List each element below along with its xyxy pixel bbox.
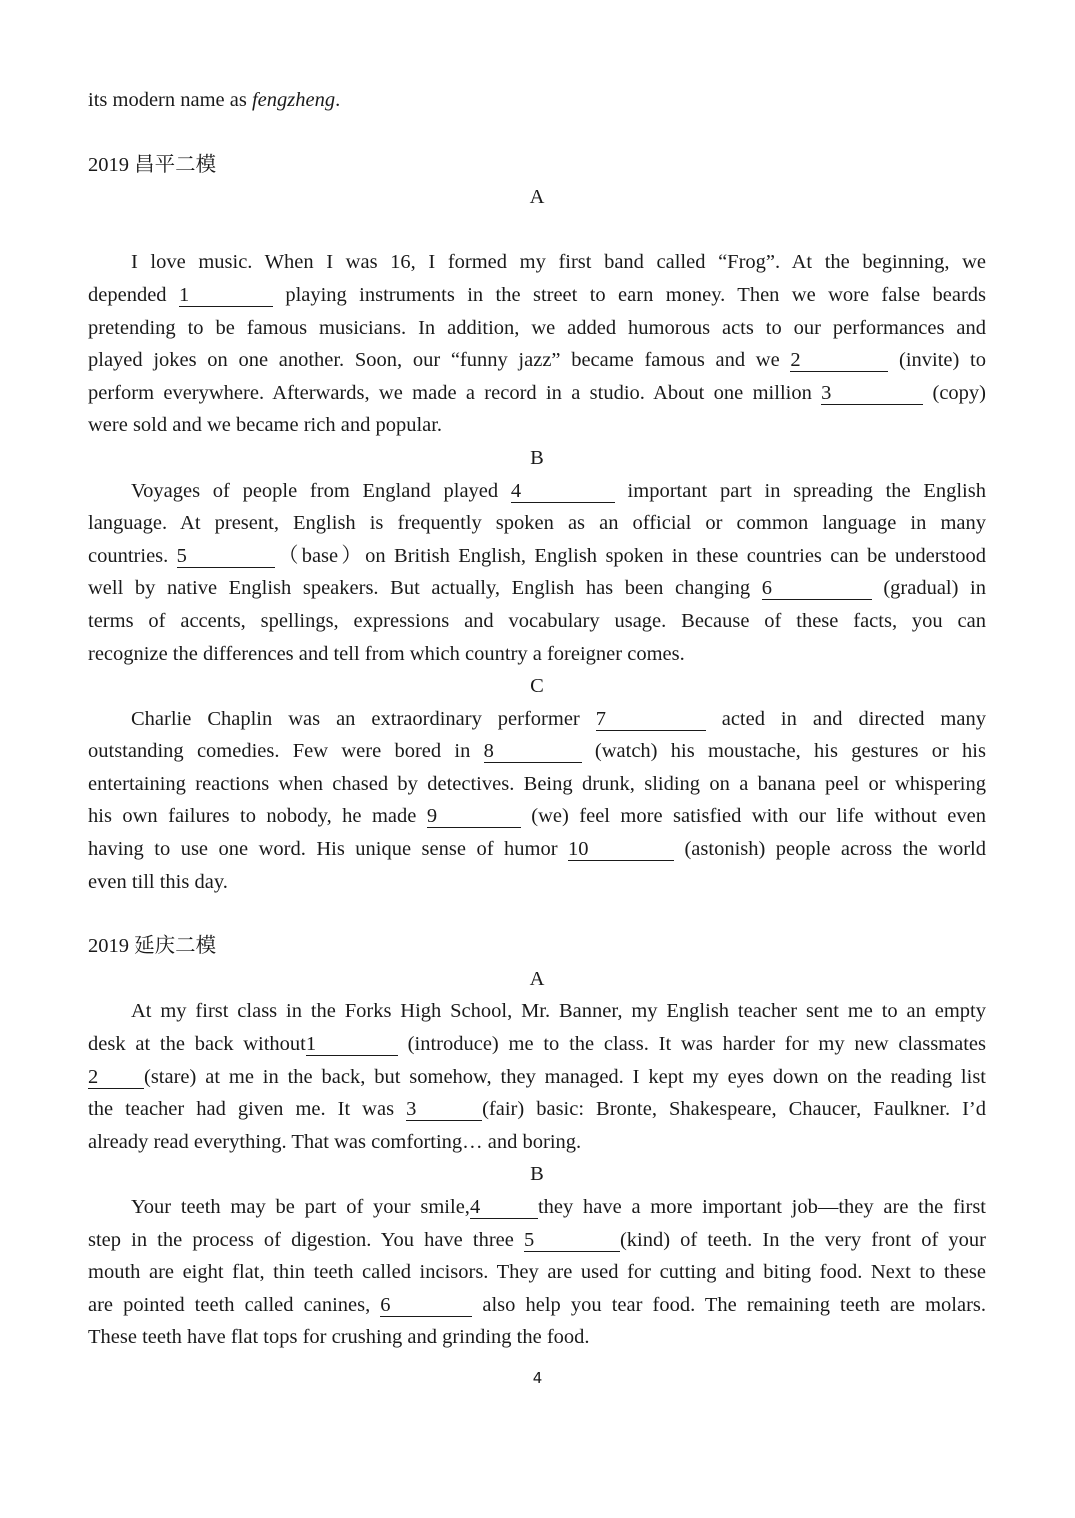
- passage-line: his own failures to nobody, he made 9 (we) feel more satisfied with our life without even: [88, 805, 986, 828]
- answer-blank[interactable]: 6: [380, 1294, 472, 1317]
- section-title: 2019 延庆二模: [88, 935, 217, 958]
- passage-line: At my first class in the Forks High School, Mr. Banner, my English teacher sent me to an empty: [131, 1000, 986, 1023]
- passage-line: pretending to be famous musicians. In addition, we added humorous acts to our performances and: [88, 316, 986, 339]
- page-number: 4: [532, 1369, 543, 1387]
- passage-line: outstanding comedies. Few were bored in 8 (watch) his moustache, his gestures or his: [88, 740, 986, 763]
- passage-line: terms of accents, spellings, expressions and vocabulary usage. Because of these facts, you can: [88, 609, 986, 632]
- passage-line: These teeth have flat tops for crushing and grinding the food.: [88, 1326, 590, 1349]
- intro-italic-word: fengzheng: [251, 89, 336, 111]
- answer-blank[interactable]: 10: [568, 838, 674, 861]
- answer-blank[interactable]: 3: [821, 382, 923, 405]
- section-title: 2019 昌平二模: [88, 153, 217, 176]
- passage-line: recognize the differences and tell from which country a foreigner comes.: [88, 642, 685, 665]
- answer-blank[interactable]: 5: [177, 545, 275, 568]
- answer-blank[interactable]: 1: [179, 284, 273, 307]
- answer-blank[interactable]: 7: [596, 708, 706, 731]
- answer-blank[interactable]: 2: [88, 1066, 144, 1089]
- answer-blank[interactable]: 6: [762, 577, 872, 600]
- passage-letter: C: [530, 675, 544, 698]
- passage-line: Charlie Chaplin was an extraordinary performer 7 acted in and directed many: [131, 707, 986, 730]
- passage-line: played jokes on one another. Soon, our “funny jazz” became famous and we 2 (invite) to: [88, 349, 986, 372]
- passage-line: Voyages of people from England played 4 important part in spreading the English: [131, 479, 986, 502]
- passage-line: Your teeth may be part of your smile,4 they have a more important job—they are the first: [131, 1196, 986, 1218]
- answer-blank[interactable]: 3: [406, 1098, 482, 1121]
- passage-line: even till this day.: [88, 870, 228, 893]
- passage-line: the teacher had given me. It was 3 (fair) basic: Bronte, Shakespeare, Chaucer, Faulkner. I’d: [88, 1098, 987, 1121]
- passage-line: well by native English speakers. But actually, English has been changing 6 (gradual) in: [88, 577, 986, 600]
- passage-line: perform everywhere. Afterwards, we made a record in a studio. About one million 3 (copy): [88, 381, 986, 404]
- passage-letter: A: [529, 186, 545, 209]
- answer-blank[interactable]: 9: [427, 805, 521, 828]
- document-page: [88, 84, 986, 1354]
- passage-letter: B: [530, 1163, 544, 1186]
- passage-line: entertaining reactions when chased by detectives. Being drunk, sliding on a banana peel or whispering: [88, 772, 986, 795]
- answer-blank[interactable]: 5: [524, 1229, 620, 1252]
- answer-blank[interactable]: 4: [470, 1196, 538, 1219]
- answer-blank[interactable]: 8: [484, 740, 582, 763]
- passage-line: are pointed teeth called canines, 6 also help you tear food. The remaining teeth are molars.: [88, 1293, 986, 1316]
- blank-spacer: [88, 214, 986, 247]
- answer-blank[interactable]: 2: [790, 349, 888, 372]
- passage-line: having to use one word. His unique sense of humor 10 (astonish) people across the world: [88, 838, 986, 861]
- passage-line: already read everything. That was comforting… and boring.: [88, 1130, 582, 1153]
- passage-line: were sold and we became rich and popular.: [88, 414, 443, 437]
- passage-line: step in the process of digestion. You have three 5 (kind) of teeth. In the very front of your: [88, 1228, 986, 1251]
- answer-blank[interactable]: 4: [511, 480, 615, 503]
- intro-line: its modern name as fengzheng.: [88, 89, 341, 111]
- passage-line: 2 (stare) at me in the back, but somehow, they managed. I kept my eyes down on the reading list: [88, 1065, 986, 1088]
- passage-line: mouth are eight flat, thin teeth called incisors. They are used for cutting and biting food. Next to these: [88, 1261, 986, 1284]
- passage-line: desk at the back without1 (introduce) me to the class. It was harder for my new classmates: [88, 1033, 987, 1056]
- passage-line: I love music. When I was 16, I formed my first band called “Frog”. At the beginning, we: [131, 251, 986, 274]
- passage-letter: B: [530, 446, 544, 469]
- answer-blank[interactable]: 1: [306, 1033, 398, 1056]
- passage-letter: A: [529, 967, 545, 990]
- passage-line: language. At present, English is frequently spoken as an official or common language in many: [88, 512, 986, 535]
- passage-line: countries. 5 （base）on British English, English spoken in these countries can be understood: [88, 544, 986, 567]
- passage-line: depended 1 playing instruments in the street to earn money. Then we wore false beards: [88, 283, 987, 306]
